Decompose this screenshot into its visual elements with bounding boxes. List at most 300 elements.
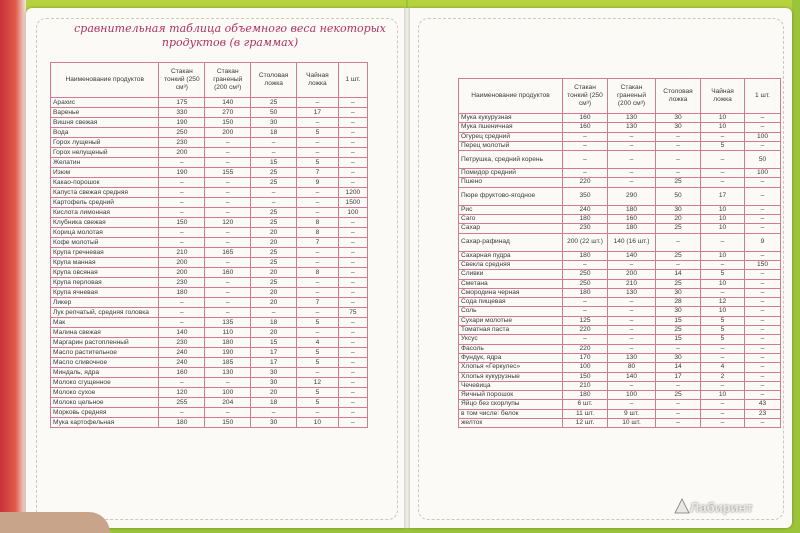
- product-name-cell: Крупа гречневая: [51, 248, 159, 258]
- value-cell: –: [745, 114, 781, 123]
- value-cell: –: [297, 328, 339, 338]
- table-row: [51, 138, 368, 148]
- value-cell: 10: [701, 123, 745, 132]
- value-cell: 2: [701, 372, 745, 381]
- value-cell: 80: [608, 363, 656, 372]
- value-cell: –: [338, 258, 367, 268]
- product-name-cell: Яичный порошок: [459, 391, 563, 400]
- value-cell: –: [701, 260, 745, 269]
- table-row: [51, 208, 368, 218]
- product-name-cell: Саго: [459, 215, 563, 224]
- product-name-cell: Кислота лимонная: [51, 208, 159, 218]
- value-cell: –: [251, 198, 297, 208]
- table-row: [459, 132, 781, 141]
- value-cell: 1500: [338, 198, 367, 208]
- product-name-cell: Сливки: [459, 270, 563, 279]
- value-cell: 100: [563, 363, 608, 372]
- value-cell: 270: [205, 108, 251, 118]
- product-name-cell: Морковь средняя: [51, 408, 159, 418]
- value-cell: 140: [205, 98, 251, 108]
- value-cell: 250: [563, 270, 608, 279]
- value-cell: –: [205, 228, 251, 238]
- value-cell: –: [608, 178, 656, 187]
- value-cell: –: [338, 328, 367, 338]
- product-name-cell: Мука картофельная: [51, 418, 159, 428]
- value-cell: –: [745, 316, 781, 325]
- value-cell: 130: [608, 123, 656, 132]
- value-cell: 15: [656, 335, 701, 344]
- value-cell: 210: [563, 381, 608, 390]
- value-cell: 30: [656, 353, 701, 362]
- value-cell: 110: [205, 328, 251, 338]
- value-cell: 25: [251, 218, 297, 228]
- table-row: [459, 270, 781, 279]
- header-faceted-glass: Стакан граненый (200 см³): [205, 63, 251, 98]
- product-name-cell: Малина свежая: [51, 328, 159, 338]
- value-cell: 5: [701, 141, 745, 150]
- value-cell: –: [297, 98, 339, 108]
- value-cell: –: [338, 108, 367, 118]
- value-cell: –: [745, 251, 781, 260]
- value-cell: 130: [608, 114, 656, 123]
- value-cell: 180: [563, 215, 608, 224]
- product-name-cell: Горох лущеный: [51, 138, 159, 148]
- table-row: [459, 224, 781, 233]
- value-cell: –: [159, 198, 205, 208]
- value-cell: –: [338, 348, 367, 358]
- value-cell: –: [159, 408, 205, 418]
- table-row: [51, 338, 368, 348]
- value-cell: –: [338, 268, 367, 278]
- value-cell: 240: [563, 205, 608, 214]
- value-cell: –: [656, 400, 701, 409]
- table-row: [459, 187, 781, 205]
- product-name-cell: Огурец средний: [459, 132, 563, 141]
- product-name-cell: Молоко цельное: [51, 398, 159, 408]
- labyrinth-logo-icon: [674, 498, 690, 514]
- table-row: [51, 398, 368, 408]
- value-cell: –: [701, 353, 745, 362]
- value-cell: 180: [608, 224, 656, 233]
- value-cell: 160: [159, 368, 205, 378]
- value-cell: –: [563, 169, 608, 178]
- product-name-cell: Крупа овсяная: [51, 268, 159, 278]
- product-name-cell: Пюре фруктово-ягодное: [459, 187, 563, 205]
- table-row: [51, 158, 368, 168]
- value-cell: 20: [251, 228, 297, 238]
- value-cell: –: [656, 419, 701, 428]
- value-cell: 20: [251, 268, 297, 278]
- value-cell: –: [159, 178, 205, 188]
- value-cell: –: [656, 344, 701, 353]
- value-cell: 12: [297, 378, 339, 388]
- value-cell: –: [338, 398, 367, 408]
- product-name-cell: Мука пшеничная: [459, 123, 563, 132]
- value-cell: –: [745, 205, 781, 214]
- value-cell: 220: [563, 178, 608, 187]
- value-cell: –: [701, 151, 745, 169]
- product-name-cell: Сода пищевая: [459, 298, 563, 307]
- value-cell: 125: [563, 316, 608, 325]
- book-cover-edge: [0, 0, 26, 533]
- table-row: [459, 279, 781, 288]
- value-cell: 130: [205, 368, 251, 378]
- product-name-cell: Горох нелущеный: [51, 148, 159, 158]
- value-cell: –: [297, 288, 339, 298]
- value-cell: –: [297, 138, 339, 148]
- value-cell: –: [745, 391, 781, 400]
- product-name-cell: Хлопья «Геркулес»: [459, 363, 563, 372]
- value-cell: 100: [338, 208, 367, 218]
- table-row: [459, 288, 781, 297]
- product-name-cell: Фасоль: [459, 344, 563, 353]
- value-cell: –: [338, 168, 367, 178]
- value-cell: 180: [159, 288, 205, 298]
- value-cell: 120: [159, 388, 205, 398]
- value-cell: –: [608, 307, 656, 316]
- value-cell: 25: [656, 251, 701, 260]
- value-cell: 30: [251, 118, 297, 128]
- table-row: [51, 258, 368, 268]
- value-cell: 28: [656, 298, 701, 307]
- value-cell: –: [338, 378, 367, 388]
- table-row: [459, 260, 781, 269]
- value-cell: 25: [251, 98, 297, 108]
- value-cell: 8: [297, 268, 339, 278]
- value-cell: –: [701, 400, 745, 409]
- table-row: [459, 298, 781, 307]
- product-name-cell: Картофель средний: [51, 198, 159, 208]
- value-cell: 170: [563, 353, 608, 362]
- product-name-cell: Петрушка, средний корень: [459, 151, 563, 169]
- table-row: [51, 218, 368, 228]
- value-cell: 140: [608, 251, 656, 260]
- value-cell: –: [701, 233, 745, 251]
- value-cell: 350: [563, 187, 608, 205]
- value-cell: 5: [701, 316, 745, 325]
- product-name-cell: Крупа перловая: [51, 278, 159, 288]
- table-row: [51, 98, 368, 108]
- header-thin-glass: Стакан тонкий (250 см³): [159, 63, 205, 98]
- value-cell: 10: [297, 418, 339, 428]
- value-cell: 180: [205, 338, 251, 348]
- value-cell: 30: [251, 418, 297, 428]
- product-name-cell: Свекла средняя: [459, 260, 563, 269]
- value-cell: 330: [159, 108, 205, 118]
- table-row: [51, 318, 368, 328]
- value-cell: –: [745, 335, 781, 344]
- value-cell: –: [297, 148, 339, 158]
- value-cell: 140: [159, 328, 205, 338]
- value-cell: 75: [338, 308, 367, 318]
- value-cell: 20: [656, 215, 701, 224]
- product-name-cell: Крупа манная: [51, 258, 159, 268]
- value-cell: –: [338, 128, 367, 138]
- value-cell: 14: [656, 270, 701, 279]
- table-row: [51, 238, 368, 248]
- value-cell: –: [338, 98, 367, 108]
- value-cell: 17: [251, 348, 297, 358]
- value-cell: –: [701, 132, 745, 141]
- value-cell: –: [338, 278, 367, 288]
- value-cell: –: [656, 260, 701, 269]
- product-name-cell: Уксус: [459, 335, 563, 344]
- value-cell: –: [745, 381, 781, 390]
- value-cell: –: [297, 278, 339, 288]
- value-cell: –: [338, 418, 367, 428]
- value-cell: –: [338, 118, 367, 128]
- value-cell: 160: [563, 114, 608, 123]
- value-cell: –: [656, 233, 701, 251]
- value-cell: –: [608, 151, 656, 169]
- value-cell: 5: [297, 318, 339, 328]
- value-cell: –: [563, 141, 608, 150]
- value-cell: –: [251, 148, 297, 158]
- value-cell: 25: [251, 168, 297, 178]
- value-cell: 150: [745, 260, 781, 269]
- table-row: [459, 251, 781, 260]
- product-name-cell: Масло сливочное: [51, 358, 159, 368]
- value-cell: 240: [159, 358, 205, 368]
- value-cell: –: [297, 368, 339, 378]
- product-name-cell: Миндаль, ядра: [51, 368, 159, 378]
- value-cell: –: [656, 169, 701, 178]
- table-row: [51, 418, 368, 428]
- value-cell: –: [251, 138, 297, 148]
- value-cell: 30: [656, 205, 701, 214]
- header-thin-glass: Стакан тонкий (250 см³): [563, 79, 608, 114]
- value-cell: 14: [656, 363, 701, 372]
- value-cell: 25: [656, 326, 701, 335]
- product-name-cell: Сухари молотые: [459, 316, 563, 325]
- value-cell: 5: [701, 335, 745, 344]
- value-cell: –: [608, 381, 656, 390]
- value-cell: 5: [297, 398, 339, 408]
- value-cell: 7: [297, 168, 339, 178]
- table-row: [51, 118, 368, 128]
- value-cell: 10: [701, 114, 745, 123]
- value-cell: 150: [159, 218, 205, 228]
- table-row: [51, 148, 368, 158]
- value-cell: 10: [701, 224, 745, 233]
- value-cell: 10: [701, 279, 745, 288]
- value-cell: 200: [205, 128, 251, 138]
- value-cell: –: [745, 353, 781, 362]
- value-cell: –: [297, 118, 339, 128]
- value-cell: –: [745, 279, 781, 288]
- table-row: [459, 363, 781, 372]
- product-name-cell: Мак: [51, 318, 159, 328]
- value-cell: 9 шт.: [608, 409, 656, 418]
- product-name-cell: Молоко сгущенное: [51, 378, 159, 388]
- value-cell: –: [701, 344, 745, 353]
- value-cell: 25: [251, 178, 297, 188]
- value-cell: 25: [251, 248, 297, 258]
- value-cell: 255: [159, 398, 205, 408]
- table-row: [459, 409, 781, 418]
- value-cell: 18: [251, 318, 297, 328]
- table-row: [459, 326, 781, 335]
- value-cell: –: [297, 188, 339, 198]
- finger: [0, 512, 110, 533]
- value-cell: 150: [205, 418, 251, 428]
- value-cell: 9: [745, 233, 781, 251]
- product-name-cell: Какао-порошок: [51, 178, 159, 188]
- table-row: [51, 378, 368, 388]
- value-cell: 155: [205, 168, 251, 178]
- value-cell: –: [338, 238, 367, 248]
- value-cell: –: [205, 408, 251, 418]
- value-cell: 190: [205, 348, 251, 358]
- value-cell: 25: [251, 258, 297, 268]
- value-cell: –: [205, 308, 251, 318]
- value-cell: –: [608, 141, 656, 150]
- value-cell: 1200: [338, 188, 367, 198]
- value-cell: –: [745, 224, 781, 233]
- value-cell: 23: [745, 409, 781, 418]
- product-name-cell: Крупа ячневая: [51, 288, 159, 298]
- value-cell: –: [338, 178, 367, 188]
- table-row: [51, 348, 368, 358]
- value-cell: –: [563, 132, 608, 141]
- value-cell: –: [159, 158, 205, 168]
- value-cell: 230: [159, 338, 205, 348]
- product-name-cell: Варенье: [51, 108, 159, 118]
- value-cell: 17: [251, 358, 297, 368]
- value-cell: –: [563, 298, 608, 307]
- value-cell: 100: [608, 391, 656, 400]
- value-cell: 165: [205, 248, 251, 258]
- value-cell: –: [563, 151, 608, 169]
- value-cell: 210: [159, 248, 205, 258]
- value-cell: –: [608, 326, 656, 335]
- value-cell: –: [338, 358, 367, 368]
- table-row: [459, 178, 781, 187]
- value-cell: –: [701, 409, 745, 418]
- value-cell: 25: [656, 391, 701, 400]
- value-cell: 180: [563, 251, 608, 260]
- value-cell: 185: [205, 358, 251, 368]
- table-row: [459, 215, 781, 224]
- value-cell: 140 (16 шт.): [608, 233, 656, 251]
- value-cell: 8: [297, 218, 339, 228]
- value-cell: 100: [745, 132, 781, 141]
- value-cell: 12: [701, 298, 745, 307]
- table-row: [459, 169, 781, 178]
- value-cell: 30: [656, 288, 701, 297]
- value-cell: 100: [745, 169, 781, 178]
- book-spine: [404, 8, 410, 528]
- value-cell: 200: [159, 258, 205, 268]
- value-cell: 5: [701, 326, 745, 335]
- table-row: [459, 316, 781, 325]
- value-cell: 220: [563, 326, 608, 335]
- product-name-cell: Фундук, ядра: [459, 353, 563, 362]
- value-cell: –: [745, 344, 781, 353]
- table-row: [51, 298, 368, 308]
- product-name-cell: Вишня свежая: [51, 118, 159, 128]
- value-cell: –: [159, 238, 205, 248]
- page-title: сравнительная таблица объемного веса некоторых продуктов (в граммах): [74, 22, 386, 49]
- value-cell: –: [656, 132, 701, 141]
- table-row: [459, 400, 781, 409]
- value-cell: 30: [656, 114, 701, 123]
- product-name-cell: Сметана: [459, 279, 563, 288]
- header-piece: 1 шт.: [338, 63, 367, 98]
- value-cell: 230: [159, 278, 205, 288]
- value-cell: 180: [563, 391, 608, 400]
- product-name-cell: желток: [459, 419, 563, 428]
- value-cell: –: [338, 298, 367, 308]
- value-cell: 230: [159, 138, 205, 148]
- product-name-cell: Масло растительное: [51, 348, 159, 358]
- value-cell: –: [745, 288, 781, 297]
- value-cell: –: [338, 388, 367, 398]
- header-teaspoon: Чайная ложка: [297, 63, 339, 98]
- value-cell: –: [745, 215, 781, 224]
- value-cell: 30: [656, 307, 701, 316]
- value-cell: –: [205, 238, 251, 248]
- table-row: [459, 114, 781, 123]
- value-cell: –: [608, 260, 656, 269]
- value-cell: 100: [205, 388, 251, 398]
- value-cell: 5: [297, 128, 339, 138]
- value-cell: 120: [205, 218, 251, 228]
- value-cell: –: [701, 178, 745, 187]
- value-cell: 200 (22 шт.): [563, 233, 608, 251]
- table-row: [51, 388, 368, 398]
- value-cell: –: [608, 169, 656, 178]
- table-row: [459, 353, 781, 362]
- value-cell: 50: [745, 151, 781, 169]
- product-name-cell: Рис: [459, 205, 563, 214]
- value-cell: –: [205, 258, 251, 268]
- value-cell: –: [159, 308, 205, 318]
- product-name-cell: Соль: [459, 307, 563, 316]
- product-name-cell: Вода: [51, 128, 159, 138]
- value-cell: –: [745, 187, 781, 205]
- value-cell: –: [297, 308, 339, 318]
- value-cell: –: [745, 123, 781, 132]
- value-cell: 290: [608, 187, 656, 205]
- value-cell: –: [338, 158, 367, 168]
- value-cell: –: [205, 138, 251, 148]
- value-cell: 25: [656, 224, 701, 233]
- product-name-cell: Маргарин растопленный: [51, 338, 159, 348]
- value-cell: –: [701, 419, 745, 428]
- value-cell: 200: [608, 270, 656, 279]
- value-cell: 20: [251, 288, 297, 298]
- value-cell: 4: [701, 363, 745, 372]
- table-row: [51, 328, 368, 338]
- value-cell: 50: [251, 108, 297, 118]
- value-cell: 30: [251, 368, 297, 378]
- value-cell: 250: [159, 128, 205, 138]
- value-cell: 43: [745, 400, 781, 409]
- value-cell: 15: [656, 316, 701, 325]
- table-row: [51, 108, 368, 118]
- value-cell: –: [608, 298, 656, 307]
- value-cell: 17: [701, 187, 745, 205]
- value-cell: –: [297, 248, 339, 258]
- value-cell: –: [563, 335, 608, 344]
- product-name-cell: Яйцо без скорлупы: [459, 400, 563, 409]
- value-cell: –: [251, 188, 297, 198]
- value-cell: 4: [297, 338, 339, 348]
- value-cell: 10: [701, 205, 745, 214]
- header-tablespoon: Столовая ложка: [251, 63, 297, 98]
- value-cell: –: [338, 338, 367, 348]
